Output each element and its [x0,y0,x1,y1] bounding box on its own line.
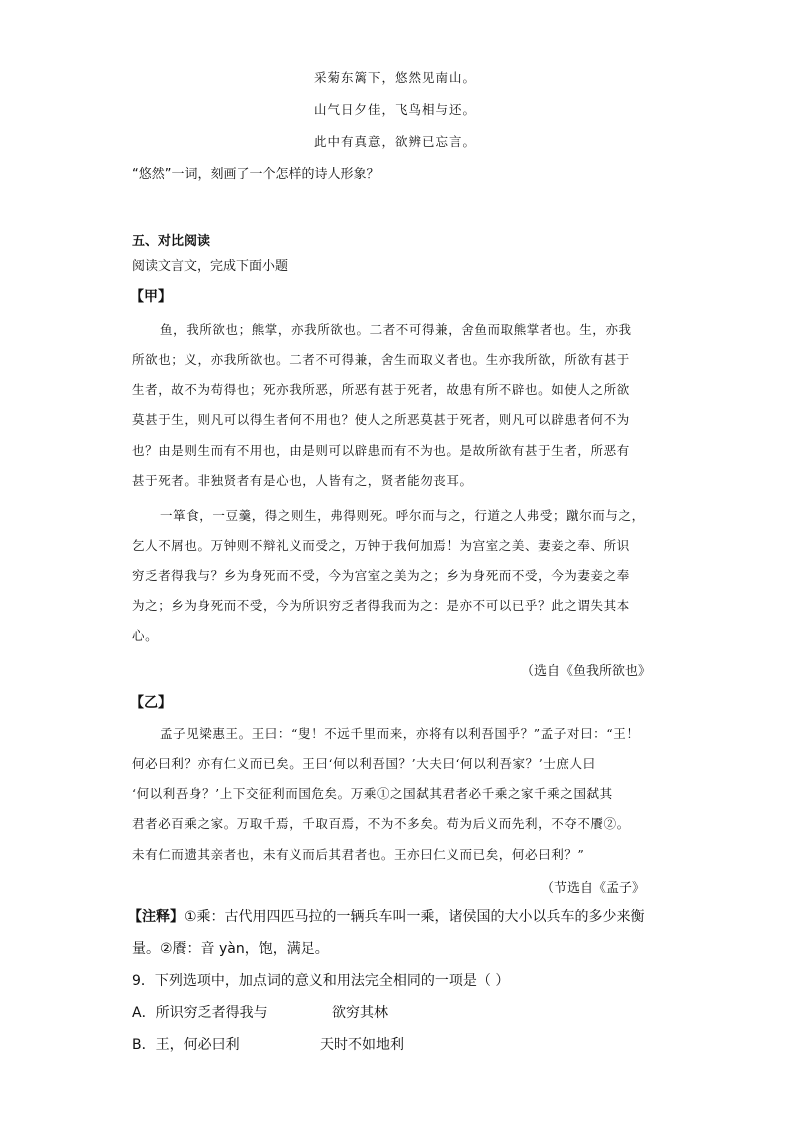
question-youran: “悠然”一词，刻画了一个怎样的诗人形象？ [132,167,380,182]
jia-label: 【甲】 [130,289,172,305]
yi-source: （节选自《孟子》 [541,881,646,896]
passage-line: 一箪食，一豆羹，得之则生，弗得则死。呼尔而与之，行道之人弗受；蹴尔而与之， [160,508,645,523]
passage-line: 甚于死者。非独贤者有是心也，人皆有之，贤者能勿丧耳。 [132,473,473,488]
option-a-left[interactable]: A．所识穷乏者得我与 [132,1005,268,1021]
passage-line: 何必曰利？亦有仁义而已矣。王曰‘何以利吾国？’大夫曰‘何以利吾家？’士庶人曰 [132,756,596,771]
passage-line: 为之；乡为身死而不受，今为所识穷乏者得我而为之：是亦不可以已乎？此之谓失其本 [132,598,630,613]
passage-line: 生者，故不为苟得也；死亦我所恶，所恶有甚于死者，故患有所不辟也。如使人之所欲 [132,382,630,397]
note-text: ①乘：古代用四匹马拉的一辆兵车叫一乘，诸侯国的大小以兵车的多少来衡 [184,909,645,925]
poem-line: 采菊东篱下，悠然见南山。 [314,70,477,85]
poem-line: 此中有真意，欲辨已忘言。 [314,134,477,149]
note-line-1 [128,906,645,926]
passage-line: 也？由是则生而有不用也，由是则可以辟患而有不为也。是故所欲有甚于生者，所恶有 [132,443,630,458]
section-heading: 五、对比阅读 [132,234,211,249]
yi-label: 【乙】 [130,695,172,711]
passage-line: 莫甚于生，则凡可以得生者何不用也？使人之所恶莫甚于死者，则凡可以辟患者何不为 [132,412,630,427]
passage-line: 未有仁而遗其亲者也，未有义而后其君者也。王亦曰仁义而已矣，何必曰利？” [132,847,585,862]
passage-line: 乞人不屑也。万钟则不辩礼义而受之，万钟于我何加焉！为宫室之美、妻妾之奉、所识 [132,538,630,553]
note-label: 【注释】 [128,909,184,925]
passage-line: 君者必百乘之家。万取千焉，千取百焉，不为不多矣。苟为后义而先利，不夺不餍②。 [132,816,630,831]
passage-line: 孟子见梁惠王。王曰：“叟！不远千里而来，亦将有以利吾国乎？”孟子对曰：“王！ [160,726,640,741]
option-b-left[interactable]: B．王，何必曰利 [132,1037,240,1053]
question-9-stem: 9．下列选项中，加点词的意义和用法完全相同的一项是（ ） [132,973,510,989]
passage-line: ‘何以利吾身？’上下交征利而国危矣。万乘①之国弑其君者必千乘之家千乘之国弑其 [132,786,613,801]
poem-line: 山气日夕佳，飞鸟相与还。 [314,102,477,117]
passage-line: 鱼，我所欲也；熊掌，亦我所欲也。二者不可得兼，舍鱼而取熊掌者也。生，亦我 [160,322,632,337]
option-b-right: 天时不如地利 [320,1037,404,1053]
note-line-2: 量。②餍：音 yàn，饱，满足。 [132,941,329,957]
passage-line: 穷乏者得我与？乡为身死而不受，今为宫室之美为之；乡为身死而不受，今为妻妾之奉 [132,568,630,583]
jia-source: （选自《鱼我所欲也》 [521,664,652,679]
section-instruction: 阅读文言文，完成下面小题 [132,259,289,274]
option-a-right: 欲穷其林 [332,1005,388,1021]
passage-line: 所欲也；义，亦我所欲也。二者不可得兼，舍生而取义者也。生亦我所欲，所欲有甚于 [132,352,630,367]
passage-line: 心。 [132,628,159,643]
